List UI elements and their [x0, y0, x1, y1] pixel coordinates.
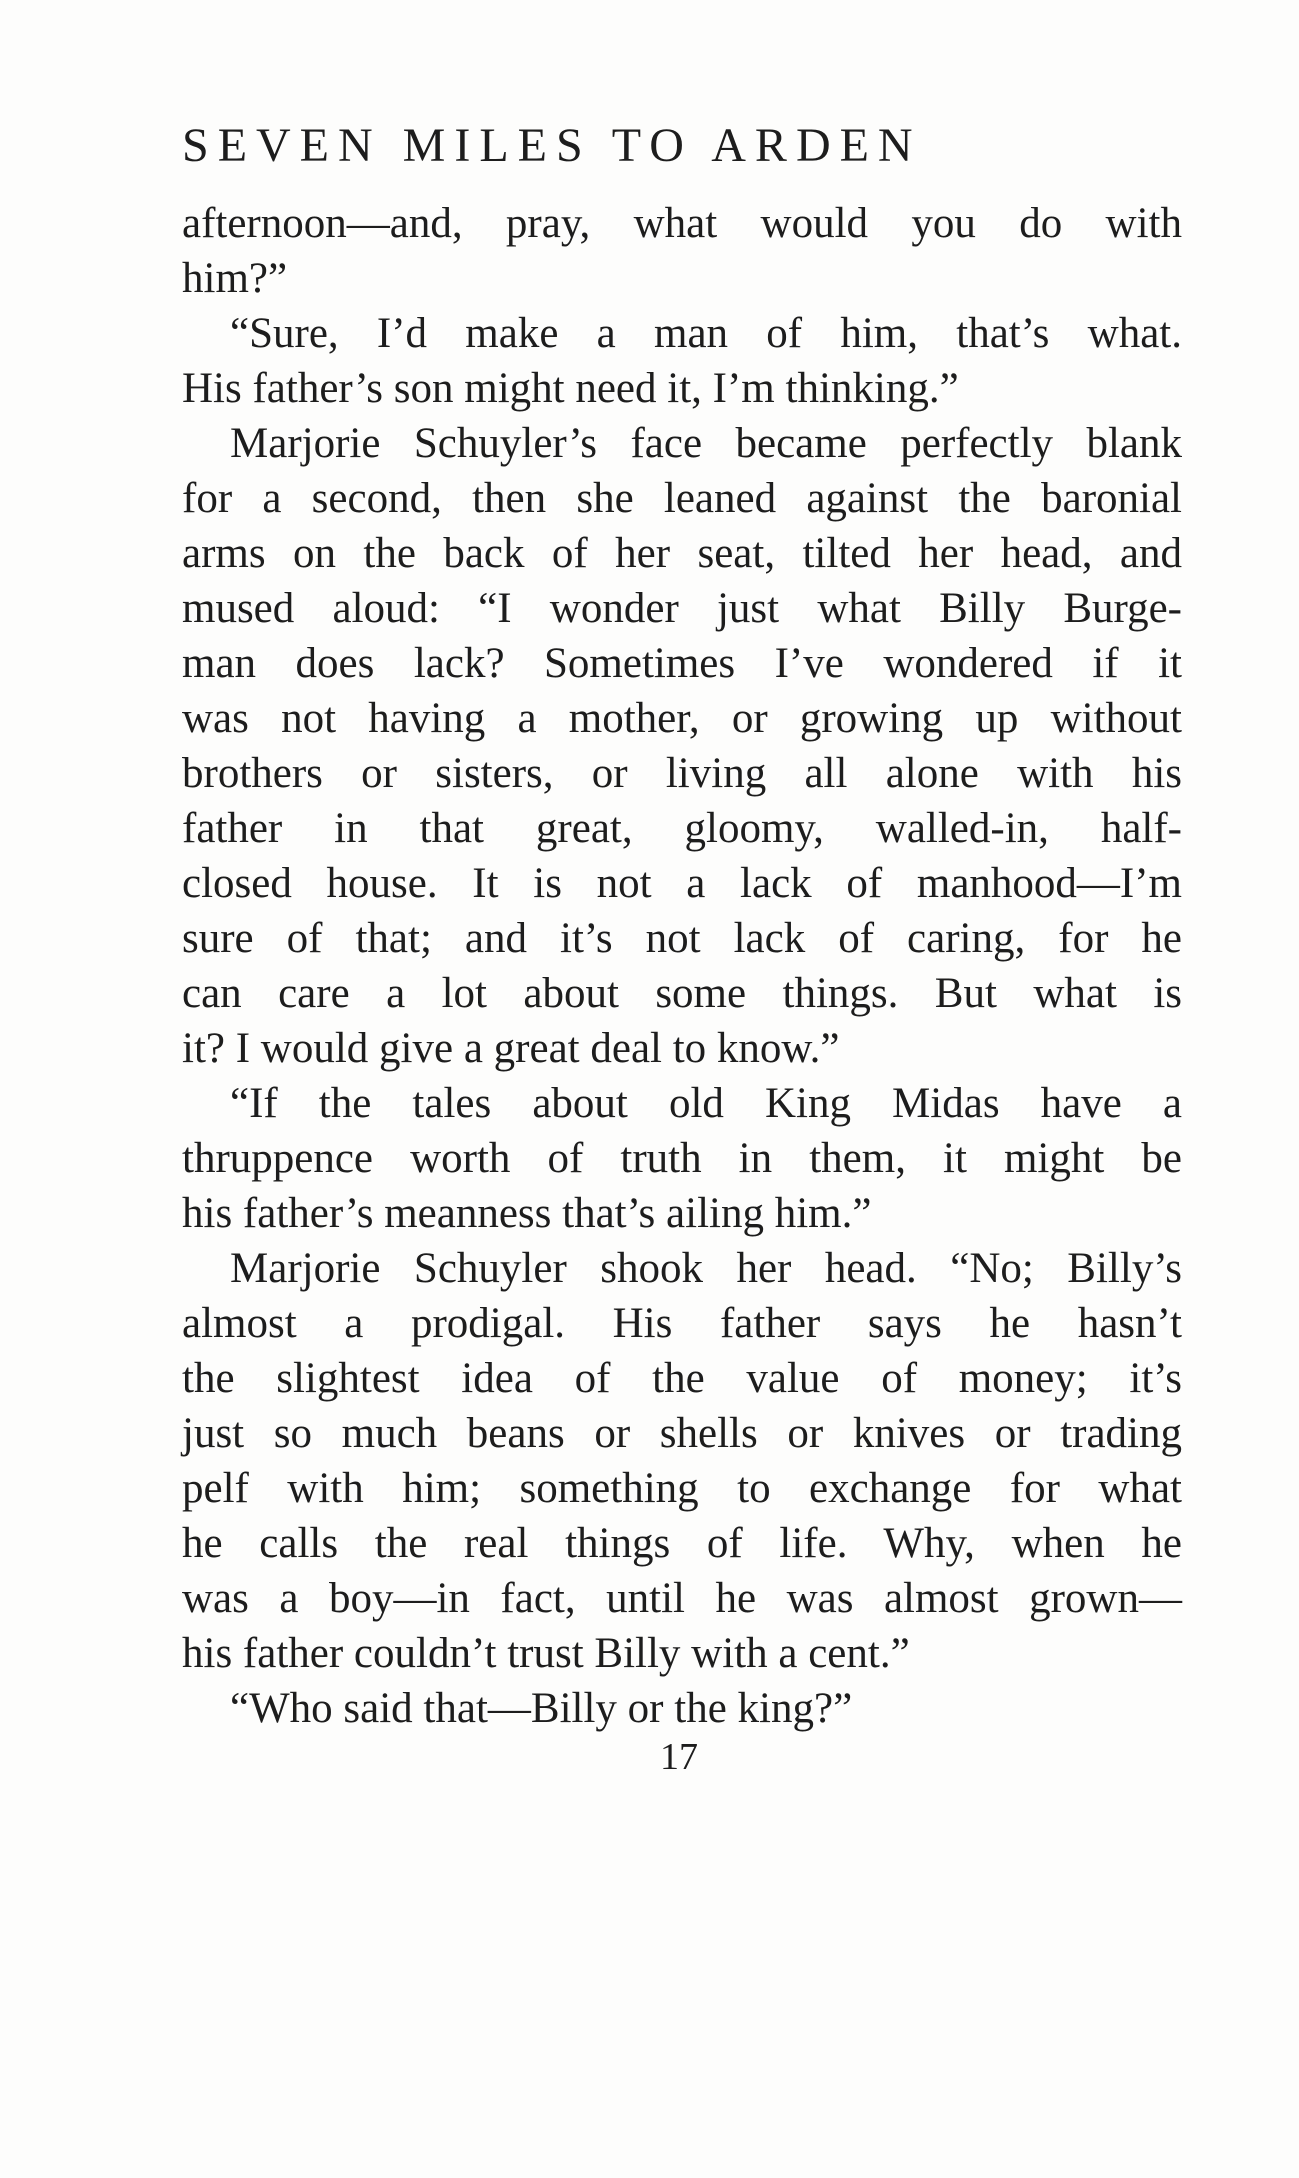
text-line: just so much beans or shells or knives or trading [182, 1410, 1182, 1457]
text-line: can care a lot about some things. But what is [182, 970, 1182, 1017]
text-line: his father couldn’t trust Billy with a cent.” [182, 1630, 910, 1677]
text-line: him?” [182, 255, 288, 302]
body-text [182, 196, 1182, 1736]
text-line: “Who said that—Billy or the king?” [230, 1685, 853, 1732]
text-line: father in that great, gloomy, walled-in, half- [182, 805, 1182, 852]
text-line: his father’s meanness that’s ailing him.” [182, 1190, 872, 1237]
running-head: SEVEN MILES TO ARDEN [182, 119, 922, 172]
text-line: sure of that; and it’s not lack of caring, for he [182, 915, 1182, 962]
text-line: man does lack? Sometimes I’ve wondered if it [182, 640, 1182, 687]
text-line: pelf with him; something to exchange for what [182, 1465, 1182, 1512]
text-line: almost a prodigal. His father says he hasn’t [182, 1300, 1182, 1347]
text-line: “If the tales about old King Midas have a [230, 1080, 1182, 1127]
text-line: His father’s son might need it, I’m thinking.” [182, 365, 959, 412]
text-line: Marjorie Schuyler’s face became perfectly blank [230, 420, 1182, 467]
text-line: closed house. It is not a lack of manhood—I’m [182, 860, 1182, 907]
text-line: “Sure, I’d make a man of him, that’s what. [230, 310, 1182, 357]
text-line: he calls the real things of life. Why, when he [182, 1520, 1182, 1567]
text-line: Marjorie Schuyler shook her head. “No; Billy’s [230, 1245, 1182, 1292]
text-line: for a second, then she leaned against the baronial [182, 475, 1182, 522]
text-line: brothers or sisters, or living all alone with his [182, 750, 1182, 797]
text-line: arms on the back of her seat, tilted her head, and [182, 530, 1182, 577]
text-line: it? I would give a great deal to know.” [182, 1025, 840, 1072]
text-line: was not having a mother, or growing up without [182, 695, 1182, 742]
text-line: thruppence worth of truth in them, it might be [182, 1135, 1182, 1182]
text-line: mused aloud: “I wonder just what Billy Burge- [182, 585, 1182, 632]
text-line: afternoon—and, pray, what would you do with [182, 200, 1182, 247]
text-line: the slightest idea of the value of money; it’s [182, 1355, 1182, 1402]
text-line: was a boy—in fact, until he was almost grown— [182, 1575, 1182, 1622]
page-number: 17 [660, 1736, 698, 1778]
